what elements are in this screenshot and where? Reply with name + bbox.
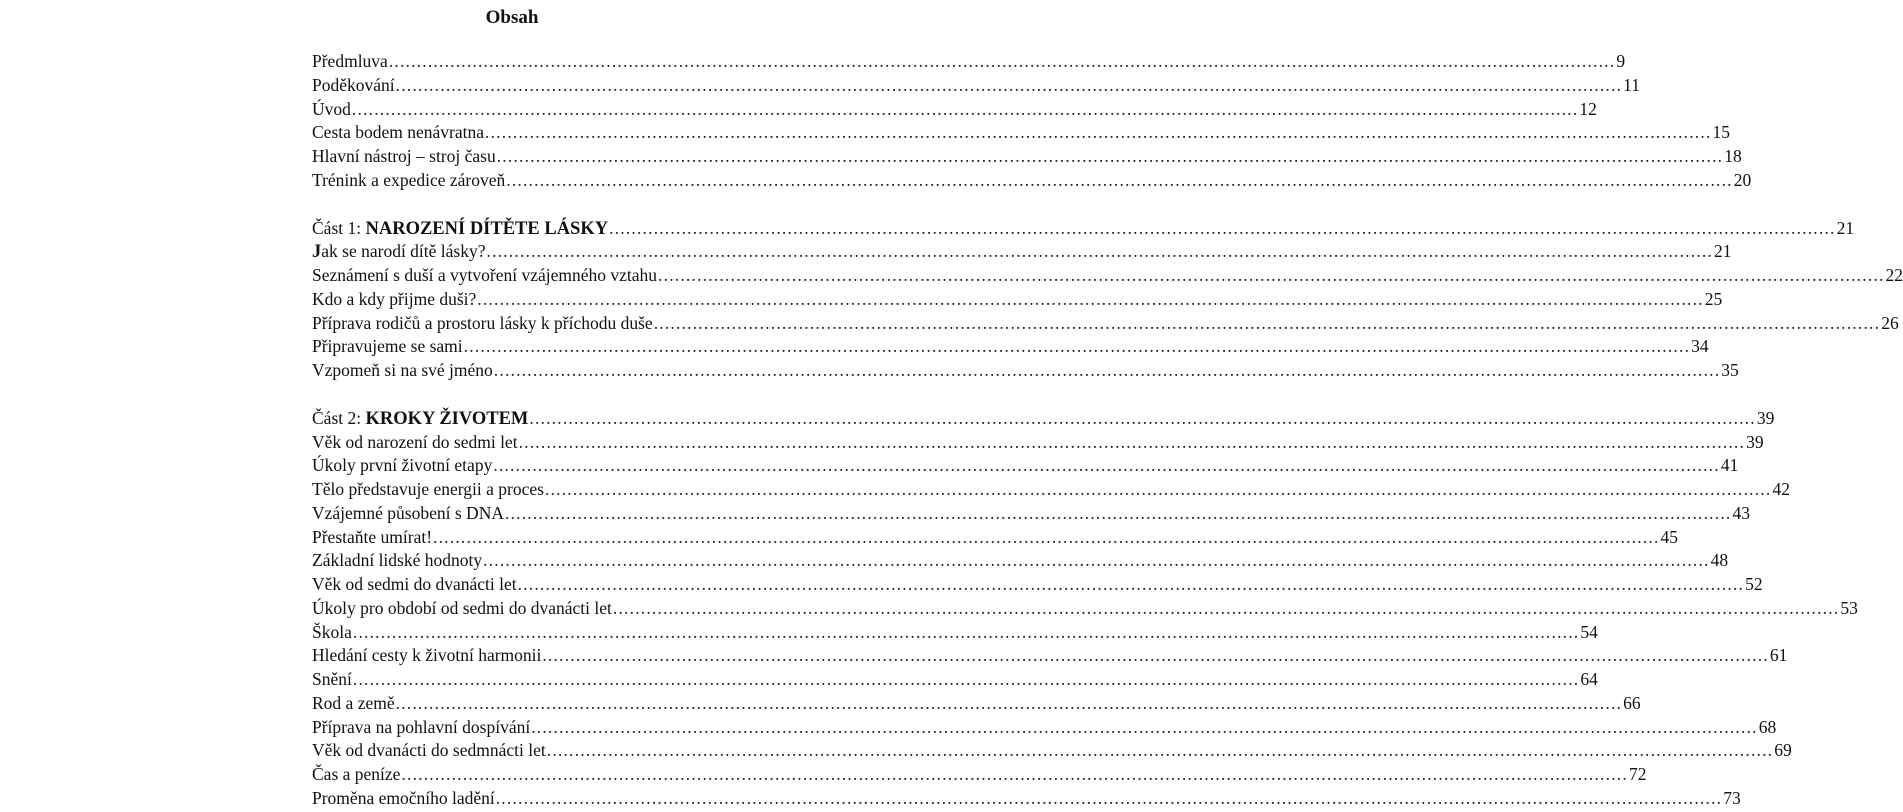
toc-entry [312, 359, 1739, 383]
toc-entry [312, 597, 1858, 621]
dot-leader: ............................................................................................................................................................................................................................ [352, 669, 1580, 689]
toc-entry [312, 50, 1626, 74]
toc-entry [312, 573, 1763, 597]
toc-entry-title-text: Přestaňte umírat! [312, 526, 433, 547]
toc-entry [312, 739, 1792, 763]
toc-entry [312, 407, 1775, 431]
toc-entry-title-text: Snění [312, 669, 352, 689]
toc-entry-title-text: Proměna emočního ladění [312, 787, 495, 808]
toc-entry-title [312, 526, 432, 551]
toc-entry-title [312, 217, 608, 242]
toc-entry-page-number: 12 [1579, 98, 1597, 119]
toc-entry-page-number: 66 [1623, 692, 1641, 713]
toc-entry-page-number: 21 [1836, 217, 1855, 238]
toc-entry [312, 240, 1732, 264]
dot-leader: ............................................................................................................................................................................................................................ [542, 645, 1769, 666]
dot-leader: ............................................................................................................................................................................................................................ [517, 574, 1745, 594]
toc-entry [312, 716, 1777, 740]
dot-leader: ............................................................................................................................................................................................................................ [531, 716, 1758, 737]
toc-entry-page-number: 15 [1712, 122, 1731, 143]
toc-entry-title [312, 621, 352, 646]
dot-leader: ............................................................................................................................................................................................................................ [493, 360, 1721, 380]
toc-entry-title [312, 169, 505, 194]
toc-entry-page-number: 22 [1885, 265, 1903, 285]
toc-entry-title-text: Věk od narození do sedmi let [312, 431, 518, 452]
toc-entry [312, 526, 1679, 550]
toc-entry [312, 121, 1731, 145]
toc-entry [312, 74, 1640, 98]
toc-entry-page-number: 61 [1769, 645, 1788, 666]
toc-entry-title [312, 454, 492, 479]
toc-entry-page-number: 68 [1758, 716, 1777, 737]
toc-entry-title [312, 431, 518, 456]
toc-entry [312, 478, 1790, 502]
dot-leader: ............................................................................................................................................................................................................................ [612, 597, 1840, 618]
dot-leader: ............................................................................................................................................................................................................................ [351, 98, 1579, 119]
toc-entry-title [312, 787, 495, 812]
toc-entry-title-text: Připravujeme se sami [312, 336, 463, 357]
table-of-contents [312, 50, 1903, 811]
dot-leader: ............................................................................................................................................................................................................................ [483, 550, 1710, 571]
toc-entry-title [312, 312, 653, 337]
dot-leader: ............................................................................................................................................................................................................................ [486, 241, 1714, 262]
toc-entry-title-text: Tělo představuje energii a proces [312, 479, 544, 499]
toc-entry-page-number: 39 [1746, 431, 1764, 452]
toc-entry [312, 169, 1752, 193]
dot-leader: ............................................................................................................................................................................................................................ [495, 787, 1723, 808]
dot-leader: ............................................................................................................................................................................................................................ [653, 312, 1881, 333]
toc-entry-title [312, 668, 352, 693]
toc-entry-title [312, 288, 476, 313]
toc-entry-title-text: Úkoly pro období od sedmi do dvanácti let [312, 597, 612, 618]
toc-entry-title [312, 739, 546, 764]
toc-entry-title [312, 264, 657, 289]
dot-leader: ............................................................................................................................................................................................................................ [485, 122, 1712, 143]
toc-entry-title [312, 50, 388, 75]
toc-entry [312, 692, 1641, 716]
toc-entry-page-number: 52 [1745, 574, 1763, 594]
toc-entry-title-text: Trénink a expedice zároveň [312, 169, 506, 190]
toc-entry-page-number: 20 [1733, 169, 1752, 190]
toc-entry-page-number: 54 [1580, 621, 1598, 642]
dot-leader: ............................................................................................................................................................................................................................ [388, 51, 1616, 71]
toc-entry-page-number: 48 [1710, 550, 1729, 571]
toc-section [312, 407, 1858, 811]
toc-entry-title-bold: NAROZENÍ DÍTĚTE LÁSKY [365, 218, 609, 239]
dot-leader: ............................................................................................................................................................................................................................ [433, 526, 1660, 547]
dot-leader: ............................................................................................................................................................................................................................ [463, 336, 1691, 357]
toc-entry [312, 264, 1903, 288]
toc-entry [312, 312, 1899, 336]
toc-entry-title [312, 597, 612, 622]
toc-entry-title-text: Základní lidské hodnoty [312, 550, 483, 571]
toc-entry-title-text: Věk od dvanácti do sedmnácti let [312, 740, 546, 761]
toc-section [312, 50, 1752, 193]
toc-entry-title-text: Úkoly první životní etapy [312, 455, 493, 476]
toc-entry [312, 787, 1741, 811]
toc-entry-title [312, 478, 544, 503]
toc-section [312, 217, 1903, 383]
dot-leader: ............................................................................................................................................................................................................................ [493, 455, 1720, 476]
dot-leader: ............................................................................................................................................................................................................................ [506, 169, 1733, 190]
toc-entry-title [312, 121, 484, 146]
toc-entry-title-bold: KROKY ŽIVOTEM [365, 408, 529, 429]
toc-entry-title-text: Poděkování [312, 74, 395, 95]
toc-entry-title-text: Věk od sedmi do dvanácti let [312, 574, 517, 594]
toc-entry-title [312, 692, 395, 717]
toc-entry-title [312, 74, 395, 99]
toc-entry-page-number: 43 [1732, 502, 1750, 523]
toc-entry [312, 549, 1729, 573]
toc-entry-page-number: 39 [1756, 407, 1775, 428]
toc-entry [312, 621, 1598, 645]
toc-entry-title-text: Čas a peníze [312, 764, 401, 784]
dot-leader: ............................................................................................................................................................................................................................ [496, 146, 1724, 166]
dot-leader: ............................................................................................................................................................................................................................ [658, 265, 1885, 285]
toc-entry-title [312, 549, 482, 574]
toc-entry-title [312, 359, 493, 384]
toc-entry-title-text: Příprava na pohlavní dospívání [312, 716, 531, 737]
toc-entry-page-number: 25 [1704, 288, 1723, 309]
toc-entry-title-text: Cesta bodem nenávratna [312, 122, 485, 143]
toc-entry-title [312, 763, 400, 788]
toc-entry [312, 145, 1742, 169]
toc-entry [312, 644, 1788, 668]
toc-entry-page-number: 41 [1720, 455, 1739, 476]
toc-entry [312, 502, 1750, 526]
toc-entry-title-text: Hledání cesty k životní harmonii [312, 645, 542, 666]
toc-entry-page-number: 11 [1623, 74, 1640, 95]
dot-leader: ............................................................................................................................................................................................................................ [504, 502, 1732, 523]
dot-leader: ............................................................................................................................................................................................................................ [352, 621, 1580, 642]
toc-entry-title-bold: J [312, 242, 322, 263]
toc-entry-page-number: 69 [1774, 740, 1792, 761]
toc-entry-title [312, 98, 351, 123]
toc-entry-title [312, 502, 504, 527]
toc-entry-page-number: 72 [1628, 764, 1647, 784]
toc-entry-title-text: Vzájemné působení s DNA [312, 502, 504, 523]
toc-entry-title-text: Příprava rodičů a prostoru lásky k příchodu duše [312, 312, 653, 333]
toc-entry-page-number: 53 [1840, 597, 1858, 618]
toc-entry-title [312, 240, 486, 265]
toc-entry-title [312, 644, 541, 669]
toc-entry-title [312, 145, 496, 170]
toc-entry-page-number: 42 [1772, 479, 1790, 499]
toc-entry [312, 98, 1597, 122]
dot-leader: ............................................................................................................................................................................................................................ [518, 431, 1746, 452]
toc-entry-page-number: 34 [1691, 336, 1709, 357]
dot-leader: ............................................................................................................................................................................................................................ [477, 288, 1704, 309]
toc-entry [312, 217, 1855, 241]
toc-entry-page-number: 26 [1881, 312, 1899, 333]
dot-leader: ............................................................................................................................................................................................................................ [395, 692, 1623, 713]
dot-leader: ............................................................................................................................................................................................................................ [395, 74, 1623, 95]
toc-entry [312, 431, 1764, 455]
dot-leader: ............................................................................................................................................................................................................................ [546, 740, 1774, 761]
toc-entry-title [312, 407, 528, 432]
dot-leader: ............................................................................................................................................................................................................................ [401, 764, 1628, 784]
dot-leader: ............................................................................................................................................................................................................................ [544, 479, 1772, 499]
toc-entry-title-text: Kdo a kdy přijme duši? [312, 288, 477, 309]
toc-entry-title-text: Část 2: [312, 407, 366, 428]
toc-entry-title-rest: ak se narodí dítě lásky? [321, 241, 486, 262]
toc-entry-title [312, 573, 517, 598]
toc-entry-page-number: 18 [1724, 146, 1742, 166]
toc-entry-title-text: Úvod [312, 98, 351, 119]
toc-entry-page-number: 35 [1721, 360, 1739, 380]
toc-entry [312, 668, 1598, 692]
toc-entry-page-number: 21 [1714, 241, 1732, 262]
toc-entry-title-text: Vzpomeň si na své jméno [312, 360, 493, 380]
dot-leader: ............................................................................................................................................................................................................................ [609, 217, 1836, 238]
toc-entry-page-number: 45 [1660, 526, 1679, 547]
toc-entry-title-text: Seznámení s duší a vytvoření vzájemného vztahu [312, 265, 658, 285]
toc-entry-page-number: 9 [1616, 51, 1626, 71]
toc-entry-page-number: 64 [1580, 669, 1598, 689]
toc-entry-title-text: Předmluva [312, 51, 388, 71]
toc-entry [312, 454, 1739, 478]
toc-entry [312, 288, 1723, 312]
toc-entry-title [312, 716, 530, 741]
toc-entry-page-number: 73 [1723, 787, 1741, 808]
page-title: Obsah [485, 7, 539, 28]
toc-entry-title-text: Hlavní nástroj – stroj času [312, 146, 496, 166]
dot-leader: ............................................................................................................................................................................................................................ [529, 407, 1756, 428]
toc-entry [312, 763, 1647, 787]
toc-entry-title-text: Škola [312, 621, 352, 642]
toc-entry-title [312, 335, 463, 360]
toc-entry-title-text: Rod a země [312, 692, 395, 713]
toc-entry [312, 335, 1709, 359]
toc-entry-title-text: Část 1: [312, 217, 366, 238]
